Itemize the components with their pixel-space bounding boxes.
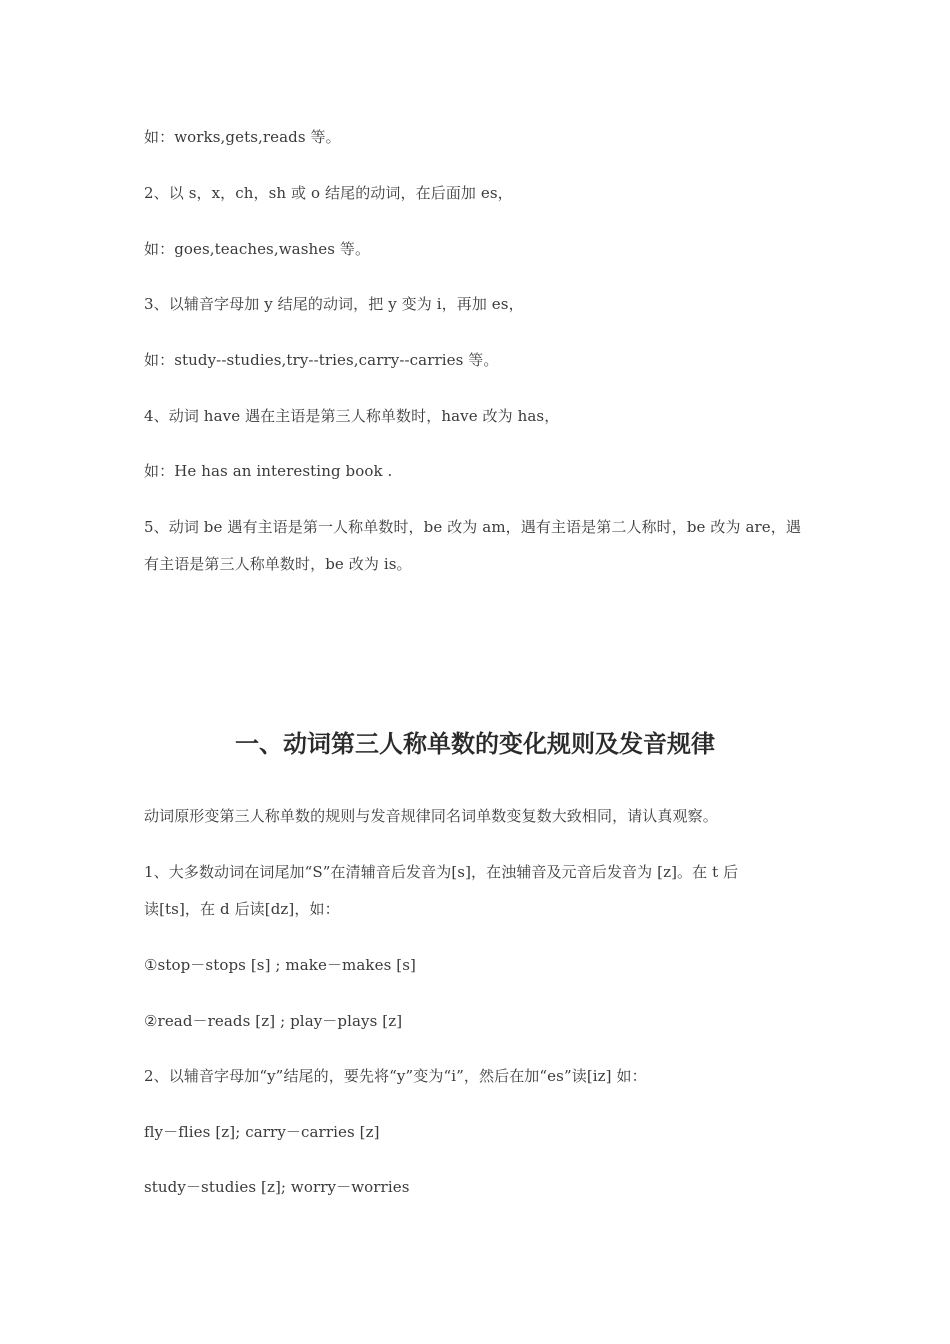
example-line-goes: 如：goes,teaches,washes 等。 (144, 240, 371, 258)
example-line-he-has: 如：He has an interesting book . (144, 462, 393, 480)
section-heading: 一、动词第三人称单数的变化规则及发音规律 (235, 730, 715, 758)
rule-2-y-ending: 2、以辅音字母加“y”结尾的，要先将“y”变为“i”，然后在加“es”读[iz] 如： (144, 1067, 647, 1085)
example-study-worry: study－studies [z]; worry－worries (144, 1178, 410, 1196)
section-intro: 动词原形变第三人称单数的规则与发音规律同名词单数变复数大致相同，请认真观察。 (144, 807, 718, 825)
rule-5-be-line2: 有主语是第三人称单数时，be 改为 is。 (144, 555, 412, 573)
rule-4-have-has: 4、动词 have 遇在主语是第三人称单数时，have 改为 has， (144, 407, 560, 425)
rule-5-be-line1: 5、动词 be 遇有主语是第一人称单数时，be 改为 am，遇有主语是第二人称时，be 改为 are，遇 (144, 518, 801, 536)
rule-1-line1: 1、大多数动词在词尾加“S”在清辅音后发音为[s]，在浊辅音及元音后发音为 [z]。在 t 后 (144, 863, 739, 881)
example-read-play: ②read－reads [z] ; play－plays [z] (144, 1012, 403, 1030)
rule-3-y-to-i: 3、以辅音字母加 y 结尾的动词，把 y 变为 i，再加 es， (144, 295, 524, 313)
example-fly-carry: fly－flies [z]; carry－carries [z] (144, 1123, 380, 1141)
example-line-study: 如：study--studies,try--tries,carry--carries 等。 (144, 351, 499, 369)
example-line-works: 如：works,gets,reads 等。 (144, 128, 341, 146)
rule-1-line2: 读[ts]，在 d 后读[dz]，如： (144, 900, 340, 918)
example-stop-make: ①stop－stops [s] ; make－makes [s] (144, 956, 416, 974)
rule-2-es-ending: 2、以 s，x，ch，sh 或 o 结尾的动词，在后面加 es， (144, 184, 513, 202)
